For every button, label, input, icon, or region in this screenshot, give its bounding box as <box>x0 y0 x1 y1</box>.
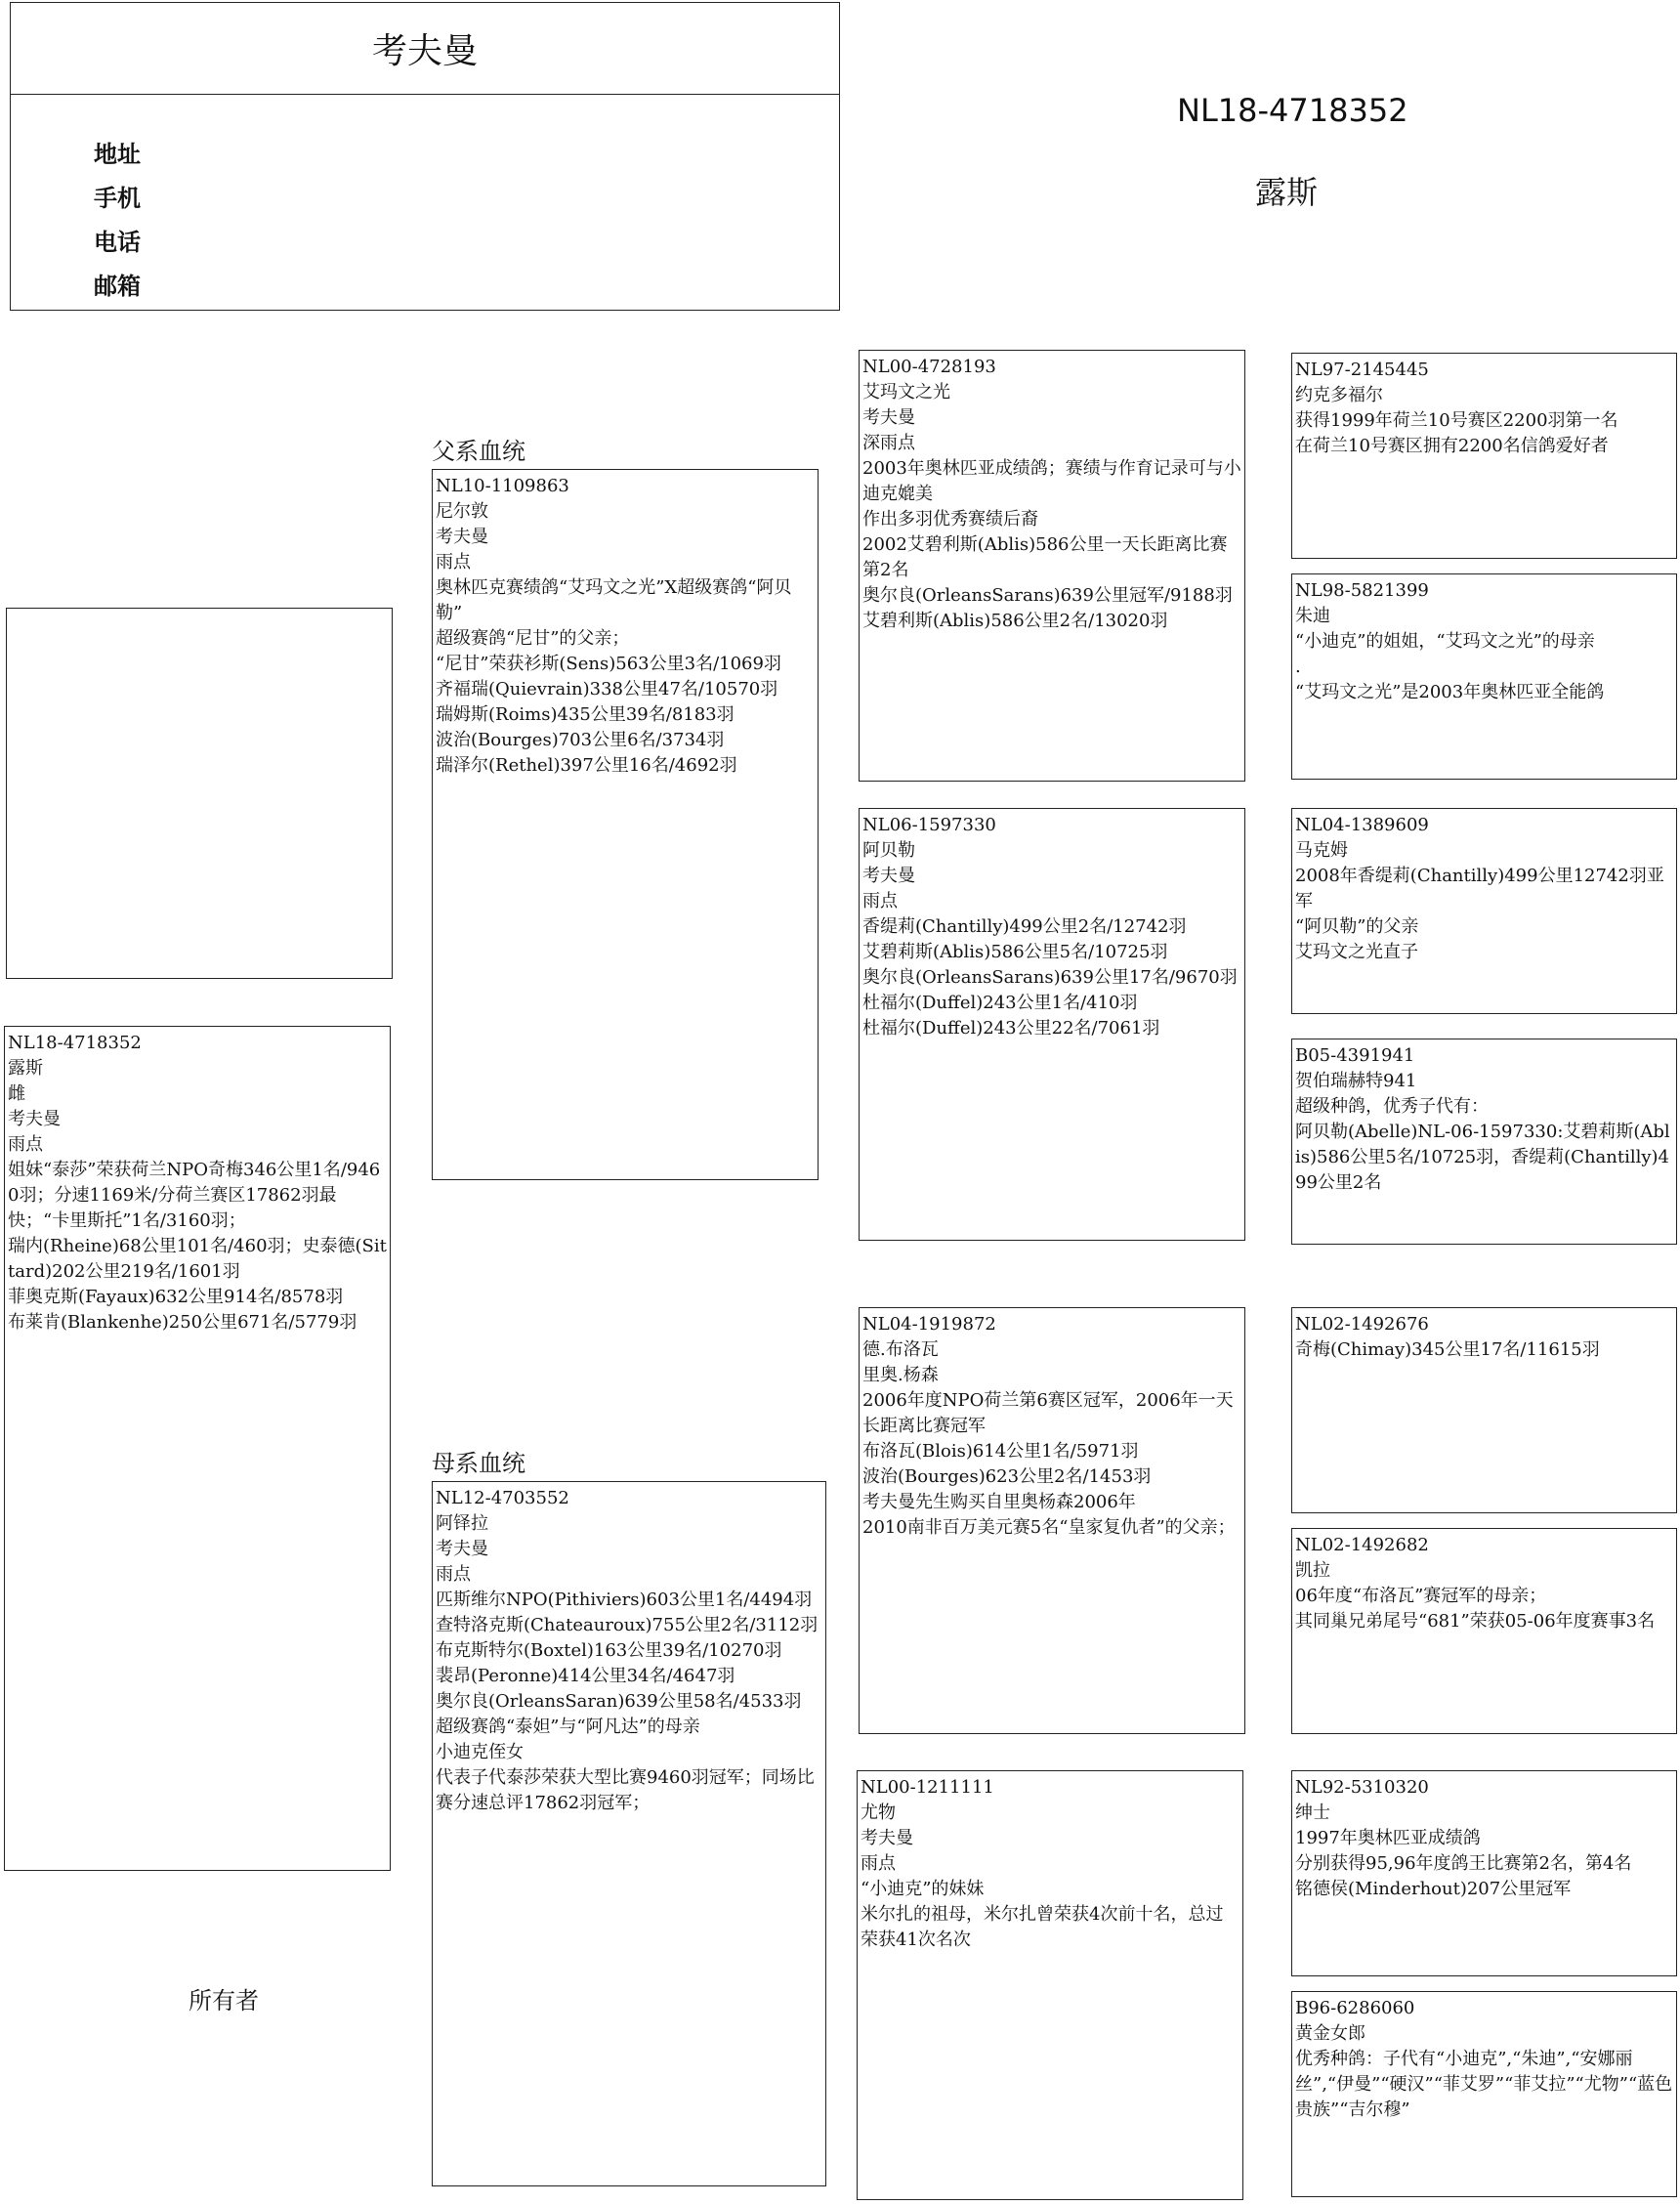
pigeon-info-line: 作出多羽优秀赛绩后裔 <box>862 509 1038 530</box>
pigeon-info-line: 雨点 <box>8 1134 43 1155</box>
pigeon-info-line: 考夫曼 <box>8 1109 61 1129</box>
pigeon-info-line: 米尔扎的祖母，米尔扎曾荣获4次前十名，总过荣获41次名次 <box>861 1904 1224 1950</box>
pigeon-info-line: 波治(Bourges)623公里2名/1453羽 <box>862 1466 1152 1487</box>
pigeon-info-line: 姐妹“泰莎”荣获荷兰NPO奇梅346公里1名/9460羽；分速1169米/分荷兰赛区17862羽最快；“卡里斯托”1名/3160羽； <box>8 1160 381 1231</box>
pigeon-info-line: 在荷兰10号赛区拥有2200名信鸽爱好者 <box>1295 436 1609 456</box>
pigeon-info-line: 阿铎拉 <box>436 1513 488 1534</box>
ring-number: B96-6286060 <box>1295 1998 1415 2018</box>
pigeon-card-dam-dam <box>857 1770 1243 2200</box>
pigeon-info-line: 贺伯瑞赫特941 <box>1295 1071 1417 1091</box>
pigeon-info-line: “尼甘”荣获衫斯(Sens)563公里3名/1069羽 <box>436 654 781 674</box>
subject-ring: NL18-4718352 <box>1177 92 1408 129</box>
pigeon-info-line: 其同巢兄弟尾号“681”荣获05-06年度赛事3名 <box>1295 1611 1656 1632</box>
pigeon-info-line: 绅士 <box>1295 1802 1330 1823</box>
pigeon-info-line: 06年度“布洛瓦”赛冠军的母亲； <box>1295 1586 1547 1606</box>
pigeon-info-line: 约克多福尔 <box>1295 385 1383 405</box>
pigeon-info-line: 超级种鸽，优秀子代有： <box>1295 1096 1489 1117</box>
ring-number: NL12-4703552 <box>436 1488 569 1508</box>
pigeon-info-line: 香缇莉(Chantilly)499公里2名/12742羽 <box>862 916 1187 937</box>
pigeon-info-line: 雌 <box>8 1083 25 1104</box>
pigeon-photo-frame <box>6 608 393 979</box>
ring-number: NL00-4728193 <box>862 357 996 377</box>
ring-number: NL02-1492676 <box>1295 1314 1429 1335</box>
ring-number: NL18-4718352 <box>8 1033 142 1053</box>
pigeon-info-line: 马克姆 <box>1295 840 1348 861</box>
pigeon-info-line: 奥尔良(OrleansSarans)639公里17名/9670羽 <box>862 967 1238 988</box>
pigeon-info-line: “艾玛文之光”是2003年奥林匹亚全能鸽 <box>1295 682 1605 702</box>
pigeon-info-line: 2010南非百万美元赛5名“皇家复仇者”的父亲； <box>862 1517 1236 1538</box>
pigeon-info-line: 瑞内(Rheine)68公里101名/460羽；史泰德(Sittard)202公里219名/1601羽 <box>8 1236 387 1282</box>
pigeon-info-line: 奇梅(Chimay)345公里17名/11615羽 <box>1295 1339 1600 1360</box>
ring-number: NL98-5821399 <box>1295 580 1429 601</box>
pigeon-info-line: 考夫曼 <box>436 527 488 547</box>
pigeon-info-line: 布洛瓦(Blois)614公里1名/5971羽 <box>862 1441 1139 1462</box>
pigeon-card-dam-sire <box>859 1307 1245 1734</box>
contact-mobile-label: 手机 <box>94 185 141 212</box>
pigeon-info-line: “小迪克”的姐姐，“艾玛文之光”的母亲 <box>1295 631 1595 652</box>
pigeon-card-dsd <box>1291 1528 1677 1734</box>
ring-number: NL10-1109863 <box>436 476 569 496</box>
pigeon-info-line: “小迪克”的妹妹 <box>861 1879 985 1899</box>
ring-number: NL92-5310320 <box>1295 1777 1429 1798</box>
pigeon-info-line: 阿贝勒 <box>862 840 915 861</box>
pigeon-info-line: 2008年香缇莉(Chantilly)499公里12742羽亚军 <box>1295 866 1664 912</box>
pigeon-card-sire <box>432 469 819 1180</box>
pigeon-info-line: 雨点 <box>436 552 471 572</box>
pigeon-info-line: . <box>1295 657 1301 677</box>
pigeon-card-subject <box>4 1026 391 1871</box>
pigeon-info-line: 考夫曼 <box>436 1539 488 1559</box>
pigeon-info-line: 里奥.杨森 <box>862 1365 939 1385</box>
dam-line-label: 母系血统 <box>432 1450 525 1477</box>
ring-number: B05-4391941 <box>1295 1045 1415 1066</box>
pigeon-info-line: 铭德侯(Minderhout)207公里冠军 <box>1295 1879 1572 1899</box>
pigeon-info-line: “阿贝勒”的父亲 <box>1295 916 1419 937</box>
pigeon-card-text <box>1292 1039 1676 1200</box>
pigeon-card-text <box>1292 1771 1676 1906</box>
pigeon-info-line: 2002艾碧利斯(Ablis)586公里一天长距离比赛第2名 <box>862 534 1228 580</box>
pigeon-info-line: 齐福瑞(Quievrain)338公里47名/10570羽 <box>436 679 778 700</box>
pigeon-card-text <box>1292 574 1676 709</box>
sire-line-label: 父系血统 <box>432 438 525 465</box>
pigeon-card-text <box>1292 1529 1676 1638</box>
breeder-name: 考夫曼 <box>11 3 839 95</box>
ring-number: NL06-1597330 <box>862 815 996 835</box>
subject-name: 露斯 <box>1255 174 1319 211</box>
pigeon-info-line: 奥尔良(OrleansSarans)639公里冠军/9188羽 <box>862 585 1233 606</box>
pigeon-card-dam <box>432 1481 826 2186</box>
pigeon-info-line: 艾碧莉斯(Ablis)586公里5名/10725羽 <box>862 942 1168 962</box>
ring-number: NL04-1919872 <box>862 1314 996 1335</box>
pigeon-info-line: 布莱肯(Blankenhe)250公里671名/5779羽 <box>8 1312 357 1333</box>
pigeon-info-line: 2003年奥林匹亚成绩鸽；赛绩与作育记录可与小迪克媲美 <box>862 458 1241 504</box>
ring-number: NL97-2145445 <box>1295 360 1429 380</box>
pigeon-card-text <box>860 809 1244 1045</box>
pigeon-info-line: 小迪克侄女 <box>436 1742 524 1762</box>
pigeon-info-line: 艾玛文之光直子 <box>1295 942 1418 962</box>
pigeon-info-line: 考夫曼 <box>862 407 915 428</box>
pigeon-info-line: 雨点 <box>862 891 898 912</box>
pigeon-info-line: 考夫曼先生购买自里奥杨森2006年 <box>862 1492 1136 1512</box>
pigeon-info-line: 超级赛鸽“尼甘”的父亲； <box>436 628 630 649</box>
pigeon-info-line: 裴昂(Peronne)414公里34名/4647羽 <box>436 1666 735 1686</box>
pigeon-info-line: 波治(Bourges)703公里6名/3734羽 <box>436 730 725 750</box>
pigeon-card-text <box>860 1308 1244 1545</box>
pigeon-card-sss <box>1291 353 1677 559</box>
pigeon-info-line: 尤物 <box>861 1802 896 1823</box>
pigeon-info-line: 奥林匹克赛绩鸽“艾玛文之光”X超级赛鸽“阿贝勒” <box>436 577 792 623</box>
pigeon-card-ssd <box>1291 573 1677 780</box>
ring-number: NL04-1389609 <box>1295 815 1429 835</box>
pigeon-info-line: 露斯 <box>8 1058 43 1079</box>
pigeon-card-sire-sire <box>859 350 1245 782</box>
contact-address-label: 地址 <box>94 141 141 168</box>
pigeon-card-text <box>858 1771 1242 1957</box>
pigeon-info-line: 考夫曼 <box>862 866 915 886</box>
pigeon-info-line: 雨点 <box>436 1564 471 1585</box>
pigeon-card-text <box>433 1482 825 1820</box>
pigeon-card-dss <box>1291 1307 1677 1513</box>
pigeon-info-line: 优秀种鸽：子代有“小迪克”,“朱迪”,“安娜丽丝”,“伊曼”“硬汉”“菲艾罗”“菲艾拉”“尤物”“蓝色贵族”“吉尔穆” <box>1295 2049 1673 2120</box>
pigeon-card-text <box>5 1027 390 1339</box>
pigeon-info-line: 考夫曼 <box>861 1828 913 1848</box>
pigeon-info-line: 深雨点 <box>862 433 915 453</box>
pigeon-info-line: 雨点 <box>861 1853 896 1874</box>
pigeon-card-sire-dam <box>859 808 1245 1241</box>
ring-number: NL02-1492682 <box>1295 1535 1429 1555</box>
pigeon-card-text <box>1292 1308 1676 1367</box>
pigeon-info-line: 代表子代泰莎荣获大型比赛9460羽冠军；同场比赛分速总评17862羽冠军； <box>436 1767 815 1813</box>
contact-email-label: 邮箱 <box>94 273 141 300</box>
pigeon-card-ddd <box>1291 1991 1677 2197</box>
pigeon-info-line: 2006年度NPO荷兰第6赛区冠军，2006年一天长距离比赛冠军 <box>862 1390 1234 1436</box>
pigeon-info-line: 奥尔良(OrleansSaran)639公里58名/4533羽 <box>436 1691 802 1712</box>
pigeon-card-text <box>1292 809 1676 969</box>
owner-label: 所有者 <box>189 1987 259 2014</box>
pigeon-info-line: 瑞泽尔(Rethel)397公里16名/4692羽 <box>436 755 737 776</box>
pigeon-info-line: 尼尔敦 <box>436 501 488 522</box>
pigeon-card-text <box>433 470 818 783</box>
ring-number: NL00-1211111 <box>861 1777 994 1798</box>
pigeon-card-sdd <box>1291 1039 1677 1245</box>
pigeon-card-sds <box>1291 808 1677 1014</box>
pigeon-info-line: 艾碧利斯(Ablis)586公里2名/13020羽 <box>862 611 1168 631</box>
pigeon-info-line: 杜福尔(Duffel)243公里1名/410羽 <box>862 993 1138 1013</box>
pigeon-info-line: 匹斯维尔NPO(Pithiviers)603公里1名/4494羽 <box>436 1590 813 1610</box>
pigeon-info-line: 获得1999年荷兰10号赛区2200羽第一名 <box>1295 410 1618 431</box>
contact-phone-label: 电话 <box>94 229 141 256</box>
pigeon-info-line: 查特洛克斯(Chateauroux)755公里2名/3112羽 <box>436 1615 819 1635</box>
pigeon-info-line: 阿贝勒(Abelle)NL-06-1597330:艾碧莉斯(Ablis)586公里5名/10725羽，香缇莉(Chantilly)499公里2名 <box>1295 1122 1670 1193</box>
breeder-info-box <box>10 2 840 311</box>
pigeon-info-line: 瑞姆斯(Roims)435公里39名/8183羽 <box>436 704 735 725</box>
pigeon-card-dds <box>1291 1770 1677 1976</box>
pigeon-info-line: 凯拉 <box>1295 1560 1330 1581</box>
pigeon-info-line: 1997年奥林匹亚成绩鸽 <box>1295 1828 1481 1848</box>
pigeon-info-line: 朱迪 <box>1295 606 1330 626</box>
pigeon-info-line: 黄金女郎 <box>1295 2023 1365 2044</box>
pigeon-info-line: 菲奥克斯(Fayaux)632公里914名/8578羽 <box>8 1287 344 1307</box>
pigeon-info-line: 艾玛文之光 <box>862 382 950 403</box>
pigeon-info-line: 德.布洛瓦 <box>862 1339 939 1360</box>
pigeon-info-line: 布克斯特尔(Boxtel)163公里39名/10270羽 <box>436 1640 782 1661</box>
pigeon-info-line: 分别获得95,96年度鸽王比赛第2名，第4名 <box>1295 1853 1632 1874</box>
pigeon-card-text <box>860 351 1244 638</box>
pigeon-card-text <box>1292 354 1676 463</box>
pigeon-info-line: 杜福尔(Duffel)243公里22名/7061羽 <box>862 1018 1160 1039</box>
pigeon-card-text <box>1292 1992 1676 2127</box>
pigeon-info-line: 超级赛鸽“泰妲”与“阿凡达”的母亲 <box>436 1717 700 1737</box>
